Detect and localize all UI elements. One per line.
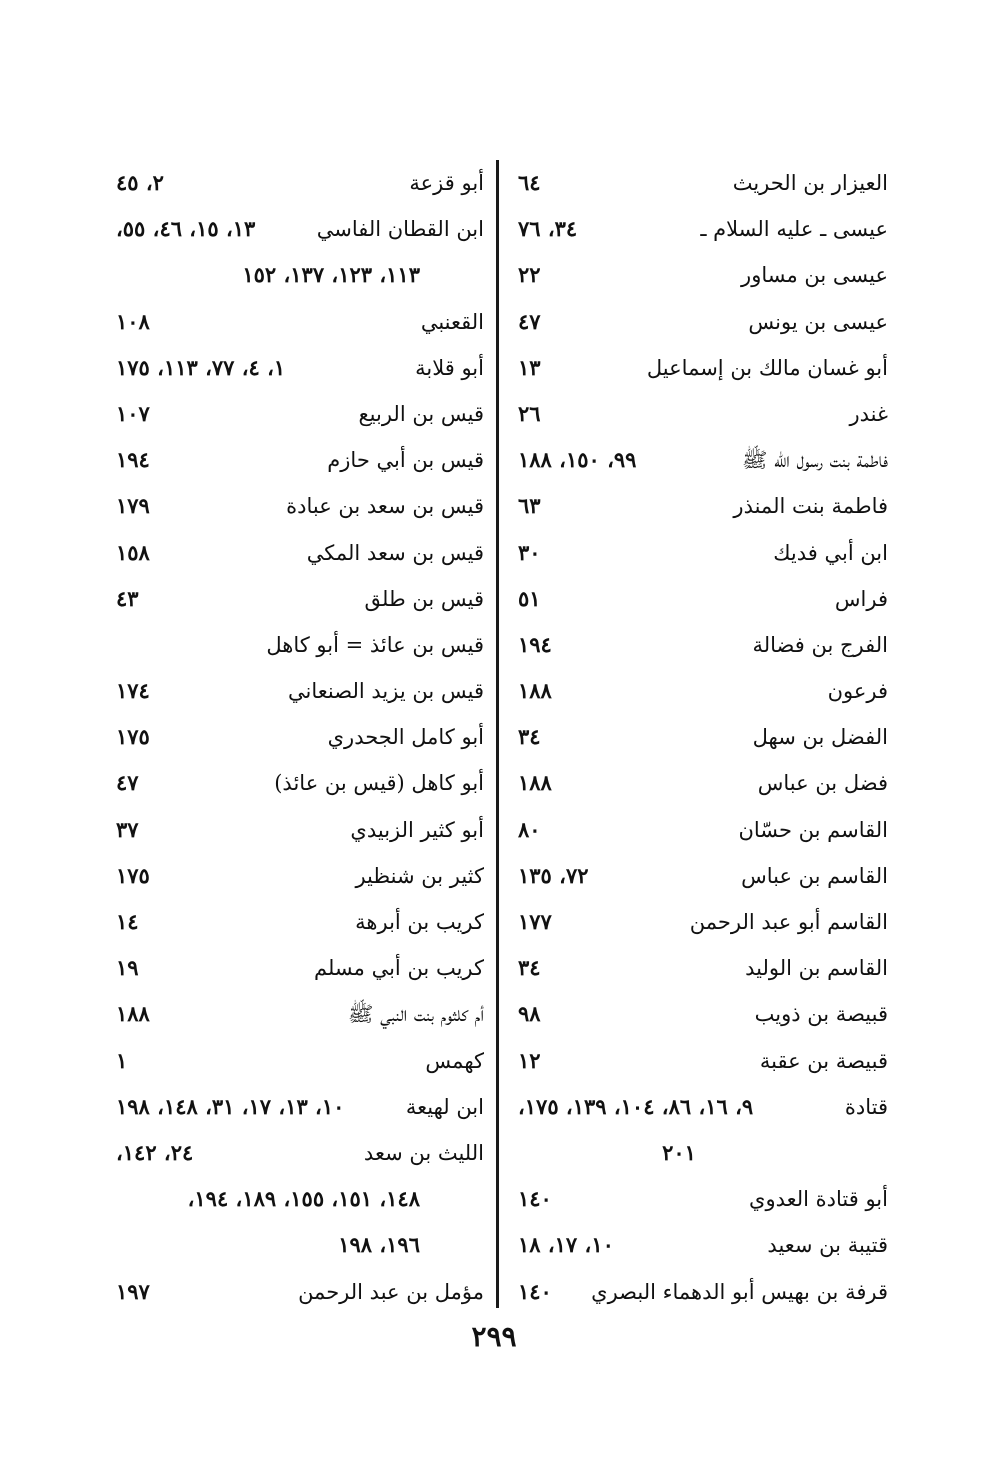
entry-pages: ٢٤، ١٤٢، <box>116 1139 194 1165</box>
entry-name: قرفة بن بهيس أبو الدهماء البصري <box>591 1279 888 1304</box>
index-entry <box>510 1269 888 1315</box>
entry-pages: ١٠٧ <box>116 400 150 426</box>
index-entry <box>510 1084 888 1130</box>
entry-name: فرعون <box>827 679 888 704</box>
entry-pages: ١٩٧ <box>116 1278 150 1304</box>
entry-pages: ٦٣ <box>518 493 541 519</box>
entry-pages: ٨٠ <box>518 816 541 842</box>
index-entry <box>108 1084 484 1130</box>
entry-pages: ٣٤ <box>518 724 541 750</box>
index-entry <box>510 853 888 899</box>
index-entry <box>510 991 888 1037</box>
index-entry <box>510 299 888 345</box>
entry-pages: ١٣ <box>518 354 541 380</box>
entry-pages: ١٤٠ <box>518 1186 552 1212</box>
index-entry <box>510 668 888 714</box>
index-entry <box>510 1038 888 1084</box>
entry-pages: ١٨٨ <box>518 770 552 796</box>
index-entry <box>108 1038 484 1084</box>
entry-pages: ٢٦ <box>518 400 541 426</box>
entry-name: الفرج بن فضالة <box>752 632 888 657</box>
entry-name: قيس بن طلق <box>364 586 484 611</box>
index-entry <box>108 760 484 806</box>
entry-pages: ١٧٤ <box>116 678 150 704</box>
entry-name: قتيبة بن سعيد <box>767 1233 888 1258</box>
entry-pages: ٩٨ <box>518 1001 541 1027</box>
entry-pages: ١٥٨ <box>116 539 150 565</box>
entry-pages: ١٧٥ <box>116 862 150 888</box>
entry-pages: ٥١ <box>518 585 541 611</box>
index-entry <box>108 160 484 206</box>
entry-name: فراس <box>834 586 888 611</box>
entry-pages: ٢، ٤٥ <box>116 170 164 195</box>
index-entry <box>108 853 484 899</box>
index-column-left <box>108 160 484 1315</box>
index-entry <box>510 391 888 437</box>
index-entry <box>108 991 484 1037</box>
index-entry <box>510 206 888 252</box>
entry-name: أبو غسان مالك بن إسماعيل <box>646 355 888 380</box>
entry-name: قيس بن سعد المكي <box>306 540 484 565</box>
entry-name: الليث بن سعد <box>363 1140 484 1165</box>
index-entry <box>510 252 888 298</box>
entry-pages: ١٠، ١٧، ١٨ <box>518 1232 614 1258</box>
entry-name: قيس بن عائذ = أبو كاهل <box>266 632 484 657</box>
entry-pages: ٤٧ <box>518 308 541 334</box>
index-entry <box>108 437 484 483</box>
entry-name: فاطمة بنت رسول الله ﷺ <box>742 448 888 473</box>
column-divider <box>496 160 499 1308</box>
entry-pages: ٣٤، ٧٦ <box>518 216 578 242</box>
entry-name: الفضل بن سهل <box>752 725 888 750</box>
entry-name: كريب بن أبي مسلم <box>314 956 484 981</box>
index-entry <box>510 530 888 576</box>
index-entry <box>510 807 888 853</box>
index-entry <box>510 1222 888 1268</box>
index-entry <box>108 299 484 345</box>
entry-name: القاسم بن الوليد <box>745 956 888 981</box>
entry-continuation: ١٤٨، ١٥١، ١٥٥، ١٨٩، ١٩٤، <box>187 1186 420 1212</box>
index-entry <box>510 576 888 622</box>
entry-pages: ١٨٨ <box>518 678 552 704</box>
entry-pages: ٣٧ <box>116 816 139 842</box>
entry-name: قيس بن الربيع <box>358 401 484 426</box>
entry-name: أبو قتادة العدوي <box>749 1187 888 1212</box>
entry-name: القاسم بن عباس <box>741 863 888 888</box>
index-entry <box>108 622 484 668</box>
index-entry <box>108 1130 484 1176</box>
entry-name: قيس بن سعد بن عبادة <box>286 494 484 519</box>
entry-pages: ١، ٤، ٧٧، ١١٣، ١٧٥ <box>116 354 286 380</box>
entry-name: ابن القطان الفاسي <box>316 217 484 242</box>
entry-pages: ١٧٩ <box>116 493 150 519</box>
index-column-right <box>510 160 888 1315</box>
entry-pages: ١٠، ١٣، ١٧، ٣١، ١٤٨، ١٩٨ <box>116 1093 345 1119</box>
entry-pages: ١ <box>116 1047 128 1073</box>
entry-continuation: ١١٣، ١٢٣، ١٣٧، ١٥٢ <box>242 262 420 288</box>
entry-name: أبو كامل الجحدري <box>327 725 484 750</box>
entry-name: كثير بن شنظير <box>355 863 484 888</box>
entry-continuation: ١٩٦، ١٩٨ <box>338 1232 420 1258</box>
entry-name: عيسى بن مساور <box>741 263 888 288</box>
index-entry <box>510 899 888 945</box>
entry-pages: ١٧٧ <box>518 909 552 934</box>
index-entry <box>510 1176 888 1222</box>
index-entry <box>108 530 484 576</box>
entry-name: أبو قلابة <box>415 355 484 380</box>
entry-pages: ١٢ <box>518 1047 541 1073</box>
entry-pages: ٧٢، ١٣٥ <box>518 862 589 888</box>
entry-name: القاسم بن حسّان <box>738 817 888 842</box>
entry-pages: ١٠٨ <box>116 308 150 334</box>
entry-pages: ٦٤ <box>518 170 541 195</box>
index-entry <box>108 206 484 252</box>
entry-name: أبو كاهل (قيس بن عائذ) <box>274 771 484 796</box>
entry-name: قيس بن أبي حازم <box>327 448 484 473</box>
entry-pages: ١٤٠ <box>518 1278 552 1304</box>
index-entry <box>108 345 484 391</box>
entry-pages: ١٤ <box>116 909 139 934</box>
entry-name: ابن لهيعة <box>405 1094 484 1119</box>
index-entry <box>108 945 484 991</box>
entry-name: عيسى بن يونس <box>748 309 888 334</box>
page-number: ٢٩٩ <box>471 1320 517 1353</box>
index-entry <box>108 1269 484 1315</box>
entry-pages: ٤٣ <box>116 585 139 611</box>
entry-name: فضل بن عباس <box>757 771 888 796</box>
entry-pages: ١٩٤ <box>116 447 150 473</box>
entry-name: قتادة <box>844 1094 888 1119</box>
entry-name: مؤمل بن عبد الرحمن <box>298 1279 484 1304</box>
index-entry <box>510 483 888 529</box>
entry-name: قيس بن يزيد الصنعاني <box>288 679 484 704</box>
entry-pages: ١٣، ١٥، ٤٦، ٥٥، <box>116 216 256 242</box>
entry-pages: ١٨٨ <box>116 1001 150 1027</box>
entry-name: كريب بن أبرهة <box>355 910 484 934</box>
entry-pages: ١٩ <box>116 955 139 981</box>
entry-name: أبو قزعة <box>409 171 484 195</box>
index-entry <box>510 437 888 483</box>
entry-pages: ٩٩، ١٥٠، ١٨٨ <box>518 447 637 473</box>
index-entry <box>108 391 484 437</box>
entry-pages: ٢٢ <box>518 262 541 288</box>
index-entry <box>510 345 888 391</box>
entry-name: قبيصة بن ذويب <box>754 1002 888 1027</box>
index-entry <box>510 714 888 760</box>
entry-name: ابن أبي فديك <box>773 540 888 565</box>
index-entry <box>510 945 888 991</box>
index-entry <box>108 576 484 622</box>
entry-name: القعنبي <box>420 309 484 334</box>
index-entry <box>510 760 888 806</box>
index-entry <box>108 668 484 714</box>
entry-name: أبو كثير الزبيدي <box>350 817 484 842</box>
entry-name: القاسم أبو عبد الرحمن <box>689 910 888 934</box>
entry-name: كهمس <box>425 1048 484 1073</box>
index-entry <box>510 622 888 668</box>
entry-name: فاطمة بنت المنذر <box>733 494 888 519</box>
entry-pages: ٤٧ <box>116 770 139 796</box>
entry-pages: ٩، ١٦، ٨٦، ١٠٤، ١٣٩، ١٧٥، <box>518 1093 754 1119</box>
entry-pages: ٣٤ <box>518 955 541 981</box>
entry-name: أم كلثوم بنت النبي ﷺ <box>348 1002 484 1027</box>
index-entry <box>108 899 484 945</box>
entry-name: عيسى ـ عليه السلام ـ <box>700 217 888 242</box>
index-entry <box>108 714 484 760</box>
entry-name: قبيصة بن عقبة <box>759 1048 888 1073</box>
index-entry <box>510 160 888 206</box>
entry-continuation: ٢٠١ <box>662 1139 696 1165</box>
entry-pages: ١٩٤ <box>518 631 552 657</box>
entry-pages: ١٧٥ <box>116 724 150 750</box>
index-entry <box>108 483 484 529</box>
entry-name: غندر <box>849 401 888 426</box>
index-entry <box>108 807 484 853</box>
entry-name: العيزار بن الحريث <box>732 171 888 195</box>
entry-pages: ٣٠ <box>518 539 541 565</box>
